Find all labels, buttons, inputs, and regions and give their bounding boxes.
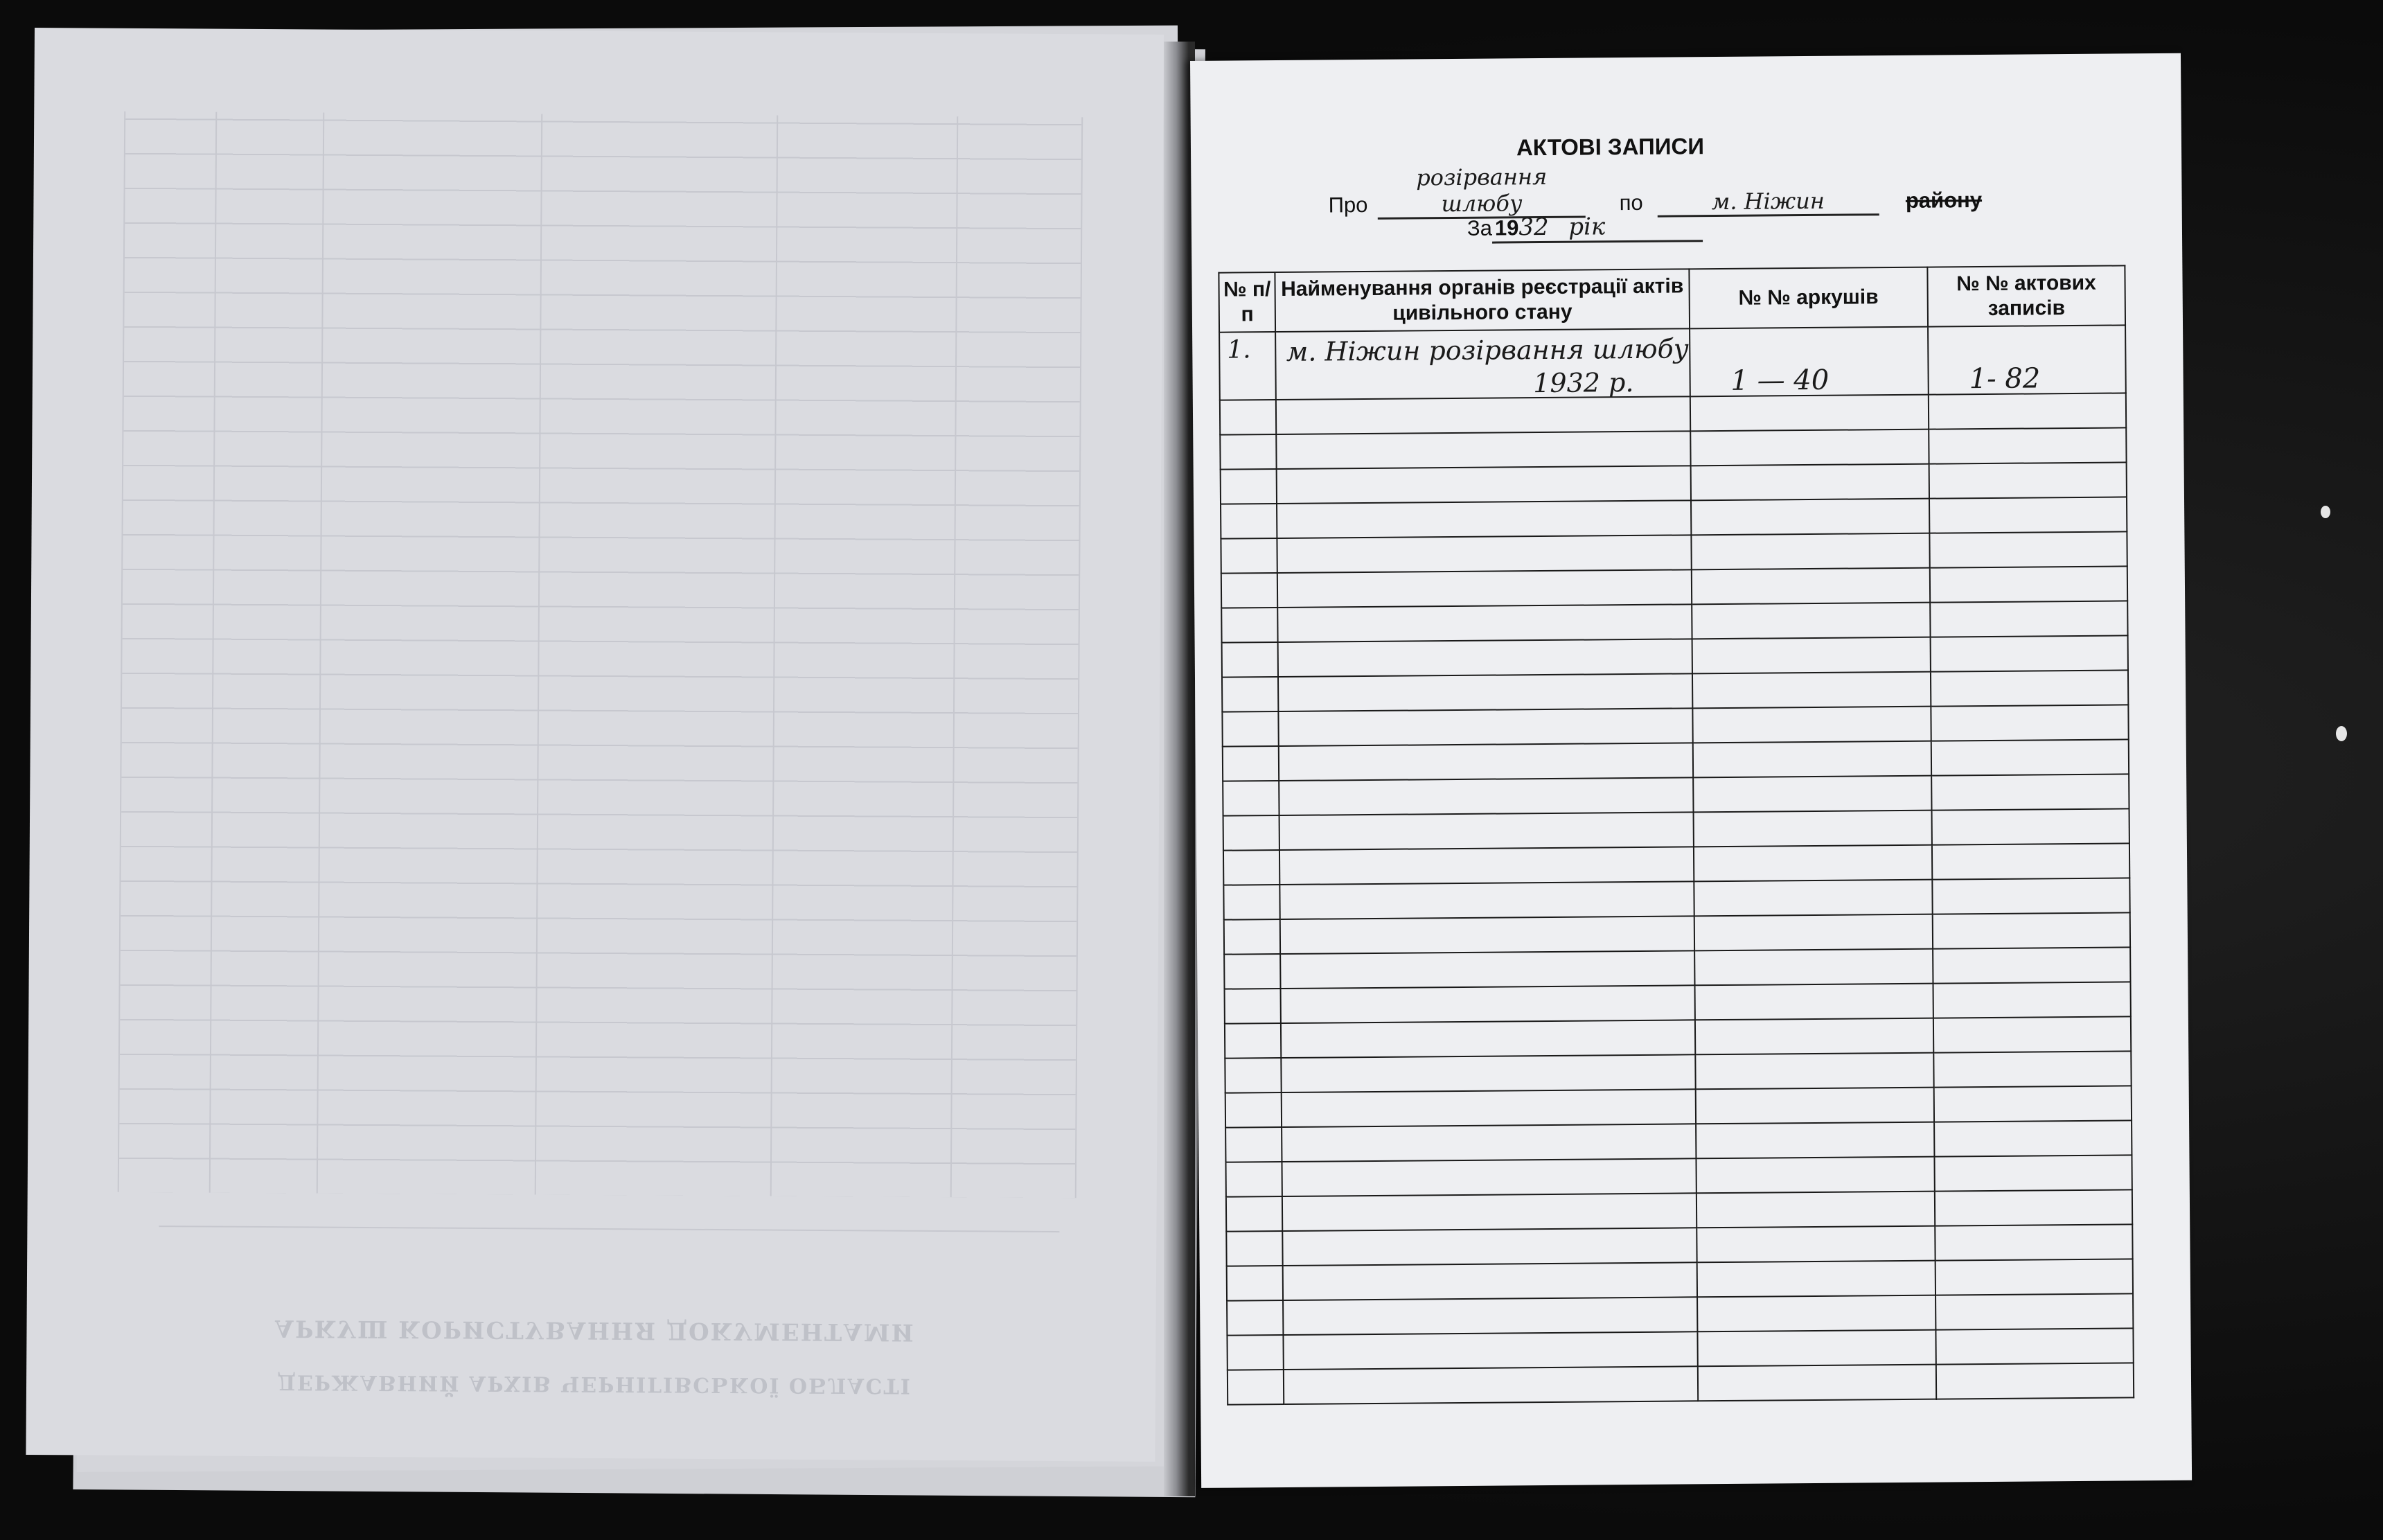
table-row-empty [1228,1363,2134,1404]
empty-cell [1280,881,1694,919]
faded-form-show-through [116,125,1080,1406]
header-sheets: № № аркушів [1689,267,1928,329]
empty-cell [1933,1051,2131,1087]
dust-speck [2321,506,2330,518]
document-title: АКТОВІ ЗАПИСИ [1516,133,1705,161]
empty-cell [1696,1122,1935,1159]
entry-year: 1932 р. [1533,366,1634,399]
front-left-page [26,28,1164,1462]
district-label: району [1905,188,1983,213]
empty-cell [1931,774,2129,810]
table-header-row [1219,265,2125,332]
entry-sheets-cell [1690,327,1929,397]
empty-cell [1693,776,1932,813]
empty-cell [1220,434,1277,470]
empty-cell [1695,1088,1934,1124]
empty-cell [1225,1092,1282,1128]
binding-spine [1164,42,1195,1496]
header-name: Найменування органів реєстрації актів цивільного стану [1275,269,1690,332]
empty-cell [1225,1127,1282,1162]
empty-cell [1281,950,1695,989]
faded-sheet-title: АРКУШ КОРИСТУВАННЯ ДОКУМЕНТАМИ [274,1314,915,1346]
empty-cell [1692,707,1931,743]
empty-cell [1692,568,1931,605]
empty-cell [1694,880,1933,917]
empty-cell [1692,672,1931,709]
empty-cell [1221,504,1277,539]
dust-speck [2336,726,2347,741]
empty-cell [1222,642,1279,678]
empty-cell [1223,850,1280,885]
empty-cell [1934,1120,2132,1156]
empty-cell [1692,603,1931,639]
entry-name: м. Ніжин розірвання шлюбу [1286,333,1689,367]
empty-cell [1281,1020,1695,1058]
empty-cell [1278,604,1692,642]
year-line [1467,212,1703,244]
empty-cell [1278,639,1692,677]
register-table [1218,265,2134,1405]
empty-cell [1695,1018,1934,1055]
empty-cell [1935,1224,2132,1260]
empty-cell [1690,464,1929,501]
empty-cell [1221,573,1278,608]
about-label: Про [1328,192,1368,218]
empty-cell [1277,569,1692,608]
empty-cell [1931,670,2128,706]
empty-cell [1226,1231,1283,1266]
empty-cell [1693,811,1932,847]
empty-cell [1276,396,1690,434]
empty-cell [1933,982,2131,1018]
empty-cell [1221,538,1277,574]
faded-fields-line [159,1225,1059,1260]
empty-cell [1222,711,1279,747]
entry-num-cell [1219,332,1276,400]
empty-cell [1222,677,1279,712]
empty-cell [1932,808,2129,844]
empty-cell [1933,1016,2131,1052]
entry-acts: 1- 82 [1969,362,2041,396]
empty-cell [1221,469,1277,504]
empty-cell [1225,1023,1282,1059]
empty-cell [1221,608,1278,643]
empty-cell [1223,885,1280,920]
left-page-stack [28,28,1205,1483]
empty-cell [1929,497,2127,533]
empty-cell [1283,1228,1697,1266]
empty-cell [1693,741,1932,778]
empty-cell [1930,566,2127,602]
empty-cell [1929,531,2127,567]
empty-cell [1279,777,1694,815]
empty-cell [1225,1058,1282,1093]
entry-acts-cell [1928,325,2126,394]
empty-cell [1929,462,2127,498]
empty-cell [1929,393,2126,429]
empty-cell [1931,705,2128,741]
empty-cell [1223,815,1280,851]
empty-cell [1935,1293,2133,1329]
empty-cell [1284,1366,1698,1404]
empty-cell [1279,812,1694,850]
empty-cell [1935,1328,2133,1364]
empty-cell [1224,919,1281,955]
empty-cell [1284,1331,1698,1370]
empty-cell [1225,1162,1282,1197]
empty-cell [1932,843,2129,879]
empty-cell [1697,1192,1935,1228]
empty-cell [1931,635,2128,671]
empty-cell [1694,914,1933,951]
header-acts: № № актових записів [1927,265,2125,326]
empty-cell [1690,430,1929,466]
empty-cell [1220,400,1277,435]
empty-cell [1697,1295,1936,1332]
empty-cell [1692,637,1931,674]
empty-cell [1224,954,1281,989]
empty-cell [1282,1124,1697,1162]
faded-archive-name: ДЕРЖАВНИЙ АРХІВ ЧЕРНІГІВСЬКОЇ ОБЛАСТІ [277,1370,912,1398]
by-label: по [1619,190,1643,215]
empty-cell [1282,1158,1697,1196]
empty-cell [1283,1262,1697,1300]
about-line [1328,160,1982,220]
empty-cell [1933,947,2130,983]
empty-cell [1279,708,1693,746]
empty-cell [1694,949,1933,986]
by-value: м. Ніжин [1657,187,1879,218]
empty-cell [1282,1193,1697,1231]
empty-cell [1278,673,1692,711]
empty-cell [1929,427,2126,463]
empty-cell [1282,1089,1696,1127]
entry-num: 1. [1227,335,1251,364]
empty-cell [1281,985,1695,1023]
empty-cell [1228,1370,1284,1405]
year-printed: 19 [1494,215,1519,240]
empty-cell [1934,1155,2132,1191]
entry-sheets: 1 — 40 [1730,364,1830,397]
empty-cell [1936,1363,2134,1399]
empty-cell [1691,499,1930,536]
empty-cell [1691,533,1930,570]
entry-name-cell [1275,328,1690,400]
empty-cell [1227,1266,1284,1301]
year-prefix: За [1467,215,1493,240]
empty-cell [1227,1300,1284,1336]
year-field [1492,212,1703,243]
table-row-entry-1 [1219,325,2126,400]
empty-cell [1698,1365,1937,1401]
empty-cell [1935,1259,2133,1295]
empty-cell [1934,1086,2132,1122]
empty-cell [1223,746,1279,781]
empty-cell [1279,743,1693,781]
faded-grid [118,112,1083,1198]
empty-cell [1931,739,2129,775]
empty-cell [1933,912,2130,948]
about-value: розірвання шлюбу [1378,163,1586,220]
empty-cell [1277,500,1691,538]
empty-cell [1280,916,1694,954]
header-num: № п/п [1219,272,1275,333]
empty-cell [1226,1196,1283,1232]
register-page [1190,53,2192,1488]
empty-cell [1696,1157,1935,1194]
year-suffix: рік [1568,213,1606,241]
empty-cell [1282,1054,1696,1092]
empty-cell [1279,847,1694,885]
empty-cell [1694,845,1933,882]
empty-cell [1277,431,1691,469]
empty-cell [1227,1335,1284,1370]
empty-cell [1694,984,1933,1020]
empty-cell [1697,1330,1936,1367]
year-handwritten: 32 [1518,213,1549,242]
empty-cell [1283,1297,1697,1335]
empty-cell [1225,989,1282,1024]
empty-cell [1930,601,2127,637]
empty-cell [1277,466,1691,504]
empty-cell [1277,535,1692,573]
empty-cell [1697,1226,1935,1263]
empty-cell [1695,1053,1934,1090]
empty-cell [1935,1189,2132,1225]
empty-cell [1690,395,1929,432]
empty-cell [1932,878,2129,914]
empty-cell [1697,1261,1935,1298]
empty-cell [1223,781,1279,816]
